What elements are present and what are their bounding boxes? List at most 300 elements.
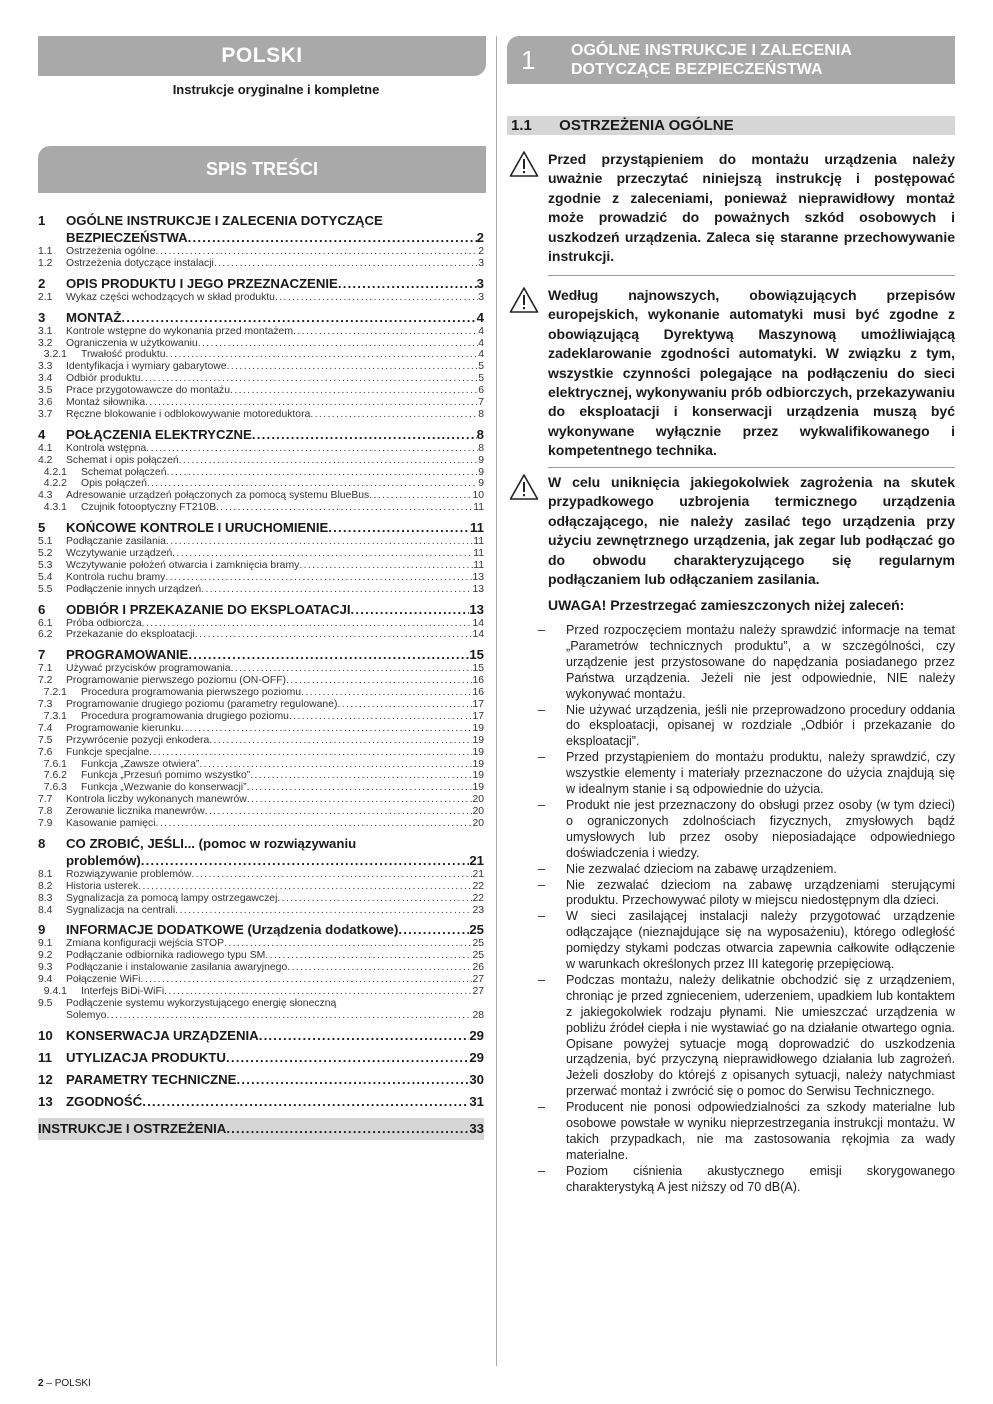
toc-entry-page: 3 bbox=[476, 275, 484, 291]
toc-entry-number: 2 bbox=[38, 275, 46, 291]
toc-leader-dots bbox=[166, 536, 473, 548]
list-item bbox=[538, 703, 955, 751]
toc-entry-title: Prace przygotowawcze do montażu bbox=[66, 385, 231, 397]
toc-leader-dots bbox=[156, 246, 479, 258]
toc-entry-page: 21 bbox=[469, 852, 484, 868]
warning-triangle-icon bbox=[509, 473, 539, 501]
toc-entry-title: Kontrola ruchu bramy bbox=[66, 571, 166, 583]
list-item bbox=[538, 862, 955, 878]
toc-entry-number: 5.4 bbox=[38, 571, 53, 583]
toc-entry-page: 31 bbox=[469, 1093, 484, 1109]
toc-entry-page: 25 bbox=[469, 922, 484, 938]
toc-entry-number: 7.4 bbox=[38, 722, 53, 734]
toc-section-entry[interactable] bbox=[38, 373, 484, 385]
toc-entry-title: Trwałość produktu bbox=[81, 349, 166, 361]
section-number: 1.1 bbox=[511, 117, 532, 134]
toc-section-entry[interactable] bbox=[38, 675, 484, 687]
toc-entry-page: 9 bbox=[478, 454, 484, 466]
toc-section-entry[interactable] bbox=[38, 950, 484, 962]
toc-entry-title-line bbox=[38, 212, 484, 229]
toc-section-entry[interactable] bbox=[38, 962, 484, 974]
toc-section-entry[interactable] bbox=[38, 455, 484, 467]
list-item-text: Producent nie ponosi odpowiedzialności za szkody materialne lub osobowe powstałe w wyniku nieprzestrzegania instrukcji montażu. W takich przypadkach, nie ma zastosowania rękojmia za wady materialne. bbox=[566, 1100, 955, 1162]
toc-entry-title: Funkcja „Zawsze otwiera” bbox=[81, 758, 200, 770]
toc-entry-page: 22 bbox=[472, 880, 484, 892]
toc-section-entry[interactable] bbox=[38, 905, 484, 917]
list-item-text: Poziom ciśnienia akustycznego emisji skorygowanego charakterystyką A jest niższy od 70 dB(A). bbox=[566, 1163, 955, 1194]
toc-entry-number: 5.5 bbox=[38, 583, 53, 595]
toc-entry-number: 9 bbox=[38, 922, 46, 938]
toc-leader-dots bbox=[286, 675, 472, 687]
toc-entry-title: UTYLIZACJA PRODUKTU bbox=[66, 1049, 226, 1065]
toc-entry-title: Podłączanie zasilania bbox=[66, 536, 166, 548]
toc-section-entry[interactable] bbox=[38, 618, 484, 630]
toc-section-entry[interactable] bbox=[38, 699, 484, 711]
toc-entry-page: 21 bbox=[472, 868, 484, 880]
toc-leader-dots bbox=[226, 1118, 469, 1140]
toc-entry-number: 7.6 bbox=[38, 746, 53, 758]
toc-section-entry[interactable] bbox=[38, 663, 484, 675]
toc-entry-title: Schemat i opis połączeń bbox=[66, 454, 179, 466]
toc-section-entry[interactable] bbox=[38, 443, 484, 455]
toc-section-entry[interactable] bbox=[38, 938, 484, 950]
toc-section-entry[interactable] bbox=[38, 258, 484, 270]
toc-section-entry[interactable] bbox=[38, 893, 484, 905]
toc-entry-page: 2 bbox=[476, 230, 484, 245]
toc-section-entry[interactable] bbox=[38, 723, 484, 735]
toc-entry-number: 13 bbox=[38, 1093, 53, 1109]
toc-section-entry[interactable] bbox=[38, 292, 484, 304]
toc-entry-number: 1.1 bbox=[38, 246, 53, 257]
section-heading bbox=[507, 116, 955, 135]
toc-section-entry[interactable] bbox=[38, 687, 484, 699]
toc-leader-dots bbox=[138, 881, 472, 893]
toc-entry-number: 4.2.1 bbox=[38, 466, 67, 478]
toc-entry-title: problemów) bbox=[66, 852, 141, 868]
toc-entry-title: ODBIÓR I PRZEKAZANIE DO EKSPLOATACJI bbox=[66, 601, 351, 617]
uwaga-heading: UWAGA! Przestrzegać zamieszczonych niżej zaleceń: bbox=[548, 597, 905, 613]
list-item-text: Produkt nie jest przeznaczony do obsługi przez osoby (w tym dzieci) o ograniczonych zdolnościach fizycznych, zmysłowych bądź umysłowych lub przez osoby nieposiadające odpowiedniego doświadczenia i wiedzy. bbox=[566, 797, 955, 860]
toc-entry-page: 19 bbox=[472, 782, 484, 794]
toc-entry-title: Solemyo bbox=[66, 1009, 107, 1021]
toc-entry-number: 7.2 bbox=[38, 675, 53, 687]
toc-entry-page: 15 bbox=[469, 647, 484, 663]
chapter-title-line1: OGÓLNE INSTRUKCJE I ZALECENIA bbox=[571, 42, 852, 59]
toc-section-entry[interactable] bbox=[38, 361, 484, 373]
toc-leader-dots bbox=[216, 502, 473, 514]
list-dash: – bbox=[538, 877, 546, 892]
list-item bbox=[538, 1100, 955, 1164]
toc-section-entry[interactable] bbox=[38, 818, 484, 830]
toc-entry-page: 25 bbox=[472, 938, 484, 950]
toc-chapter-entry[interactable] bbox=[38, 275, 484, 292]
toc-leader-dots bbox=[199, 759, 472, 771]
toc-section-entry[interactable] bbox=[38, 502, 484, 514]
toc-entry-page: 9 bbox=[478, 478, 484, 490]
toc-entry-title: INFORMACJE DODATKOWE (Urządzenia dodatkowe) bbox=[66, 922, 399, 938]
toc-leader-dots bbox=[287, 962, 472, 974]
toc-entry-number: 3.2.1 bbox=[38, 349, 67, 361]
toc-entry-number: 5 bbox=[38, 520, 46, 536]
toc-entry-page: 4 bbox=[478, 349, 484, 361]
toc-entry-title: Odbiór produktu bbox=[66, 373, 141, 385]
toc-leader-dots bbox=[205, 806, 473, 818]
toc-leader-dots bbox=[195, 629, 473, 641]
toc-leader-dots bbox=[145, 397, 478, 409]
chapter-title bbox=[571, 41, 951, 79]
toc-section-entry[interactable] bbox=[38, 246, 484, 258]
toc-entry-page: 8 bbox=[476, 426, 484, 442]
toc-section-entry[interactable] bbox=[38, 711, 484, 723]
toc-leader-dots bbox=[250, 770, 472, 782]
toc-chapter-entry[interactable] bbox=[38, 921, 484, 938]
toc-entry-page: 2 bbox=[478, 246, 484, 257]
toc-entry-title: Historia usterek bbox=[66, 880, 139, 892]
toc-leader-dots bbox=[214, 258, 478, 270]
toc-entry-title: Podłączanie i instalowanie zasilania awaryjnego bbox=[66, 962, 288, 974]
list-item bbox=[538, 1164, 955, 1196]
toc-entry-page: 3 bbox=[478, 291, 484, 303]
toc-entry-number: 6.2 bbox=[38, 629, 53, 641]
toc-entry-page: 26 bbox=[472, 962, 484, 974]
toc-entry-page: 5 bbox=[478, 361, 484, 373]
toc-entry-number: 9.5 bbox=[38, 997, 53, 1009]
toc-entry-title: Wczytywanie położeń otwarcia i zamknięcia bramy bbox=[66, 559, 300, 571]
list-dash: – bbox=[538, 1163, 546, 1178]
toc-entry-title: Identyfikacja i wymiary gabarytowe bbox=[66, 361, 227, 373]
toc-entry-page: 11 bbox=[470, 520, 484, 536]
toc-chapter-entry[interactable] bbox=[38, 646, 484, 663]
toc-entry-number: 9.2 bbox=[38, 950, 53, 962]
toc-entry-title: Interfejs BiDi-WiFi bbox=[81, 985, 165, 997]
page-number: 2 bbox=[38, 1378, 44, 1389]
toc-leader-dots bbox=[142, 618, 473, 630]
list-item bbox=[538, 973, 955, 1100]
toc-section-entry[interactable] bbox=[38, 397, 484, 409]
list-item bbox=[538, 909, 955, 973]
toc-entry-page: 20 bbox=[472, 817, 484, 829]
toc-entry-title: Kontrole wstępne do wykonania przed montażem bbox=[66, 325, 293, 337]
toc-entry-title: Podłączenie innych urządzeń bbox=[66, 583, 202, 595]
toc-leader-dots bbox=[230, 385, 478, 397]
toc-chapter-entry[interactable] bbox=[38, 309, 484, 326]
language-banner: POLSKI bbox=[38, 36, 486, 76]
toc-entry-page: 19 bbox=[472, 758, 484, 770]
toc-section-entry[interactable] bbox=[38, 385, 484, 397]
toc-entry-page: 20 bbox=[472, 806, 484, 818]
toc-entry-page: 29 bbox=[469, 1027, 484, 1043]
toc-leader-dots bbox=[164, 986, 472, 998]
toc-leader-dots bbox=[252, 426, 477, 443]
list-item bbox=[538, 623, 955, 703]
toc-entry-number: 9.3 bbox=[38, 962, 53, 974]
toc-entry-page: 16 bbox=[472, 675, 484, 687]
warning-text-2: Według najnowszych, obowiązujących przepisów europejskich, wykonanie automatyki musi być zgodne z obowiązującą Dyrektywą Maszynową umożliwiającą zadeklarowanie zgodności automatyki. W związku z tym, wszystkie czynności polegające na podłączeniu do sieci elektrycznej, wykonywaniu prób odbiorczych, przekazywaniu do eksploatacji i konserwacji urządzenia muszą być wykonywane wyłącznie przez wykwalifikowanego i kompetentnego technika. bbox=[548, 287, 955, 459]
toc-entry-number: 3 bbox=[38, 309, 46, 325]
toc-entry-number: 1 bbox=[38, 213, 46, 228]
toc-leader-dots bbox=[259, 1027, 470, 1044]
toc-entry-number: 7.3 bbox=[38, 699, 53, 711]
list-item-text: Nie używać urządzenia, jeśli nie przeprowadzono procedury oddania do eksploatacji, opisanej w rozdziale „Odbiór i przekazanie do eksploatacji”. bbox=[566, 702, 955, 749]
toc-entry-page: 11 bbox=[473, 559, 484, 571]
toc-entry-page: 25 bbox=[472, 950, 484, 962]
toc-entry-page: 8 bbox=[478, 408, 484, 420]
toc-leader-dots bbox=[181, 723, 473, 735]
toc-entry-number: 4.2 bbox=[38, 454, 53, 466]
toc-leader-dots bbox=[277, 893, 472, 905]
list-dash: – bbox=[538, 797, 546, 812]
toc-entry-title: Funkcje specjalne bbox=[66, 746, 150, 758]
toc-section-entry[interactable] bbox=[38, 986, 484, 998]
toc-leader-dots bbox=[328, 519, 470, 536]
toc-entry-number: 7.3.1 bbox=[38, 710, 67, 722]
toc-entry-title: Sygnalizacja na centrali bbox=[66, 904, 176, 916]
toc-leader-dots bbox=[146, 443, 478, 455]
toc-chapter-entry[interactable] bbox=[38, 519, 484, 536]
toc-entry-title: Programowanie drugiego poziomu (parametry regulowane) bbox=[66, 699, 338, 711]
toc-leader-dots bbox=[121, 309, 476, 326]
toc-leader-dots bbox=[299, 560, 473, 572]
toc-entry-title: BEZPIECZEŃSTWA bbox=[66, 230, 188, 245]
toc-entry-number: 4 bbox=[38, 426, 46, 442]
toc-entry-page: 6 bbox=[478, 385, 484, 397]
toc-entry-title: Zerowanie licznika manewrów bbox=[66, 806, 205, 818]
toc-leader-dots bbox=[369, 490, 472, 502]
toc-entry-number: 1.2 bbox=[38, 257, 53, 269]
toc-section-entry[interactable] bbox=[38, 770, 484, 782]
toc-entry-title: Rozwiązywanie problemów bbox=[66, 868, 192, 880]
toc-entry-page: 4 bbox=[478, 337, 484, 349]
toc-entry-page: 28 bbox=[472, 1009, 484, 1021]
toc-entry-page: 13 bbox=[472, 583, 484, 595]
toc-entry-number: 7.8 bbox=[38, 806, 53, 818]
toc-leader-dots bbox=[141, 373, 479, 385]
toc-entry-title: Używać przycisków programowania bbox=[66, 663, 231, 675]
toc-entry-page: 17 bbox=[472, 710, 484, 722]
toc-entry-title: Przywrócenie pozycji enkodera bbox=[66, 734, 210, 746]
toc-entry-number: 11 bbox=[38, 1049, 52, 1065]
toc-leader-dots bbox=[310, 409, 478, 421]
toc-entry-title: PARAMETRY TECHNICZNE bbox=[66, 1071, 237, 1087]
toc-entry-page: 13 bbox=[469, 601, 484, 617]
toc-section-entry[interactable] bbox=[38, 794, 484, 806]
toc-leader-dots bbox=[147, 478, 478, 490]
toc-entry-title: Połączenie WiFi bbox=[66, 974, 141, 986]
toc-section-entry[interactable] bbox=[38, 629, 484, 641]
toc-chapter-entry[interactable] bbox=[38, 426, 484, 443]
toc-entry-title: Kasowanie pamięci bbox=[66, 817, 156, 829]
warning-block-3 bbox=[507, 473, 955, 589]
toc-entry-title: PROGRAMOWANIE bbox=[66, 647, 189, 663]
toc-entry-number: 8.2 bbox=[38, 880, 53, 892]
toc-section-entry[interactable] bbox=[38, 747, 484, 759]
toc-entry-page: 20 bbox=[472, 794, 484, 806]
toc-section-entry[interactable] bbox=[38, 759, 484, 771]
toc-final-entry[interactable] bbox=[38, 1118, 484, 1140]
toc-entry-title-line bbox=[38, 998, 484, 1010]
list-dash: – bbox=[538, 702, 546, 717]
toc-entry-page: 27 bbox=[472, 985, 484, 997]
column-divider bbox=[496, 36, 497, 1366]
toc-entry-number: 4.3 bbox=[38, 490, 53, 502]
warning-triangle-icon bbox=[509, 150, 539, 178]
toc-entry-number: 7.6.3 bbox=[38, 782, 67, 794]
toc-section-entry[interactable] bbox=[38, 560, 484, 572]
chapter-title-line2: DOTYCZĄCE BEZPIECZEŃSTWA bbox=[571, 61, 823, 78]
toc-entry-page: 5 bbox=[478, 373, 484, 385]
instruction-list bbox=[538, 623, 955, 1196]
toc-entry-page: 23 bbox=[472, 904, 484, 916]
toc-leader-dots bbox=[265, 950, 472, 962]
toc-entry-page: 11 bbox=[473, 536, 484, 548]
toc-entry-title: Programowanie kierunku bbox=[66, 722, 181, 734]
warning-block-2 bbox=[507, 286, 955, 461]
list-item bbox=[538, 878, 955, 910]
toc-entry-title: Wczytywanie urządzeń bbox=[66, 548, 173, 560]
toc-entry-title: INSTRUKCJE I OSTRZEŻENIA bbox=[38, 1120, 227, 1136]
toc-entry-number: 9.4 bbox=[38, 974, 53, 986]
toc-leader-dots bbox=[231, 663, 473, 675]
toc-entry-title: Opis połączeń bbox=[81, 478, 147, 490]
toc-entry-page: 30 bbox=[469, 1071, 484, 1087]
toc-entry-number: 7.5 bbox=[38, 734, 53, 746]
toc-leader-dots bbox=[247, 794, 473, 806]
toc-leader-dots bbox=[201, 584, 472, 596]
toc-entry-number: 3.3 bbox=[38, 361, 53, 373]
toc-section-entry[interactable] bbox=[38, 478, 484, 490]
toc-entry-number: 3.5 bbox=[38, 385, 53, 397]
toc-section-entry[interactable] bbox=[38, 782, 484, 794]
toc-leader-dots bbox=[226, 1049, 469, 1066]
toc-entry-title: KOŃCOWE KONTROLE I URUCHOMIENIE bbox=[66, 520, 329, 536]
toc-leader-dots bbox=[247, 782, 473, 794]
list-dash: – bbox=[538, 750, 546, 765]
toc-entry-number: 8.4 bbox=[38, 904, 53, 916]
list-dash: – bbox=[538, 1100, 546, 1115]
toc-entry-number: 7 bbox=[38, 647, 46, 663]
toc-entry-title: Kontrola wstępna bbox=[66, 442, 147, 454]
toc-section-entry[interactable] bbox=[38, 1010, 484, 1022]
toc-chapter-entry[interactable] bbox=[38, 601, 484, 618]
toc-entry-title: Montaż siłownika bbox=[66, 397, 146, 409]
toc-section-entry[interactable] bbox=[38, 974, 484, 986]
toc-section-entry[interactable] bbox=[38, 490, 484, 502]
toc-entry-title: Funkcja „Przesuń pomimo wszystko” bbox=[81, 770, 251, 782]
toc-entry-page: 27 bbox=[472, 974, 484, 986]
toc-leader-dots bbox=[275, 292, 478, 304]
toc-entry-page: 19 bbox=[472, 734, 484, 746]
toc-section-entry[interactable] bbox=[38, 735, 484, 747]
toc-entry-title: Podłączenie systemu wykorzystującego energię słoneczną bbox=[66, 997, 337, 1009]
toc-entry-title: OGÓLNE INSTRUKCJE I ZALECENIA DOTYCZĄCE bbox=[66, 213, 383, 228]
toc-entry-page: 33 bbox=[469, 1120, 484, 1136]
toc-entry-number: 12 bbox=[38, 1071, 53, 1087]
toc-entry-title: Podłączanie odbiornika radiowego typu SM bbox=[66, 950, 266, 962]
chapter-number: 1 bbox=[521, 45, 536, 75]
toc-leader-dots bbox=[224, 938, 472, 950]
toc-entry-title: CO ZROBIĆ, JEŚLI... (pomoc w rozwiązywaniu bbox=[66, 835, 357, 851]
toc-chapter-entry[interactable] bbox=[38, 1049, 484, 1066]
toc-leader-dots bbox=[188, 646, 469, 663]
toc-entry-number: 3.1 bbox=[38, 325, 53, 337]
toc-section-entry[interactable] bbox=[38, 572, 484, 584]
toc-section-entry[interactable] bbox=[38, 806, 484, 818]
toc-entry-title: Funkcja „Wezwanie do konserwacji” bbox=[81, 782, 247, 794]
toc-section-entry[interactable] bbox=[38, 584, 484, 596]
warning-text-3: W celu uniknięcia jakiegokolwiek zagrożenia na skutek przypadkowego uzbrojenia termicznego urządzenia odłączającego, nie należy zasilać tego urządzenia przy użyciu zewnętrznego urządzenia, jak zegar lub podłączać go do obwodu charakteryzującego się regularnym podłączaniem lub odłączaniem zasilania. bbox=[548, 474, 955, 588]
toc-entry-page: 4 bbox=[476, 309, 484, 325]
footer-language: POLSKI bbox=[54, 1378, 91, 1389]
list-item bbox=[538, 798, 955, 862]
toc-entry-title: Adresowanie urządzeń połączonych za pomocą systemu BlueBus bbox=[66, 490, 370, 502]
toc-entry-title: Czujnik fotooptyczny FT210B bbox=[81, 502, 217, 514]
table-of-contents bbox=[38, 212, 484, 1140]
list-item-text: Przed rozpoczęciem montażu należy sprawdzić informacje na temat „Parametrów technicznych produktu”, a w szczególności, czy urządzenie jest przystosowane do napędzania posiadanego przez Państwa urządzenia. Jeżeli nie jest odpowiednie, NIE należy wykonywać montażu. bbox=[566, 623, 955, 701]
document-subtitle: Instrukcje oryginalne i kompletne bbox=[172, 82, 380, 97]
toc-leader-dots bbox=[398, 921, 469, 938]
toc-entry-page: 19 bbox=[472, 746, 484, 758]
toc-section-entry[interactable] bbox=[38, 326, 484, 338]
toc-chapter-entry[interactable] bbox=[38, 229, 484, 246]
toc-entry-number: 7.2.1 bbox=[38, 687, 67, 699]
footer-separator: – bbox=[43, 1378, 55, 1389]
toc-entry-title: Zmiana konfiguracji wejścia STOP bbox=[66, 938, 225, 950]
toc-section-entry[interactable] bbox=[38, 349, 484, 361]
toc-entry-number: 9.1 bbox=[38, 938, 53, 950]
toc-entry-page: 19 bbox=[472, 770, 484, 782]
toc-leader-dots bbox=[156, 818, 473, 830]
toc-entry-page: 3 bbox=[478, 257, 484, 269]
toc-chapter-entry[interactable] bbox=[38, 1093, 484, 1110]
toc-entry-number: 2.1 bbox=[38, 291, 53, 303]
list-item bbox=[538, 750, 955, 798]
toc-leader-dots bbox=[149, 747, 472, 759]
toc-entry-page: 14 bbox=[472, 617, 484, 629]
toc-chapter-entry[interactable] bbox=[38, 852, 484, 869]
toc-entry-page: 10 bbox=[472, 490, 484, 502]
toc-section-entry[interactable] bbox=[38, 536, 484, 548]
toc-section-entry[interactable] bbox=[38, 881, 484, 893]
toc-section-entry[interactable] bbox=[38, 467, 484, 479]
toc-entry-title: Programowanie pierwszego poziomu (ON-OFF) bbox=[66, 675, 287, 687]
toc-entry-title: Przekazanie do eksploatacji bbox=[66, 629, 195, 641]
toc-leader-dots bbox=[166, 349, 479, 361]
toc-entry-number: 10 bbox=[38, 1027, 53, 1043]
toc-entry-number: 3.2 bbox=[38, 337, 53, 349]
toc-entry-title: Ostrzeżenia ogólne bbox=[66, 246, 156, 257]
list-item-text: Przed przystąpieniem do montażu produktu, należy sprawdzić, czy wszystkie elementy i materiały przeznaczone do użycia znajdują się w idealnym stanie i są odpowiednie do użycia. bbox=[566, 750, 955, 797]
toc-entry-number: 7.9 bbox=[38, 817, 53, 829]
toc-section-entry[interactable] bbox=[38, 338, 484, 350]
toc-leader-dots bbox=[293, 326, 478, 338]
toc-chapter-entry[interactable] bbox=[38, 1071, 484, 1088]
toc-leader-dots bbox=[165, 572, 472, 584]
list-item-text: Nie zezwalać dzieciom na zabawę urządzeniami sterującymi produktu. Przechowywać piloty w miejscu niedostępnym dla dzieci. bbox=[566, 877, 955, 908]
warning-text-1: Przed przystąpieniem do montażu urządzenia należy uważnie przeczytać niniejszą instrukcję i postępować zgodnie z zaleceniami, ponieważ nieprawidłowy montaż może prowadzić do poważnych szkód osobowych i uszkodzeń urządzenia. Zaleca się staranne przechowywanie instrukcji. bbox=[548, 151, 955, 265]
page-footer bbox=[38, 1378, 91, 1389]
toc-section-entry[interactable] bbox=[38, 548, 484, 560]
toc-entry-page: 14 bbox=[472, 629, 484, 641]
toc-chapter-entry[interactable] bbox=[38, 1027, 484, 1044]
toc-entry-page: 9 bbox=[478, 466, 484, 478]
chapter-banner bbox=[507, 36, 955, 84]
toc-section-entry[interactable] bbox=[38, 869, 484, 881]
toc-entry-title: Kontrola liczby wykonanych manewrów bbox=[66, 794, 247, 806]
toc-entry-title: Ograniczenia w użytkowaniu bbox=[66, 337, 198, 349]
toc-entry-number: 8 bbox=[38, 835, 46, 851]
toc-leader-dots bbox=[175, 905, 472, 917]
toc-section-entry[interactable] bbox=[38, 409, 484, 421]
